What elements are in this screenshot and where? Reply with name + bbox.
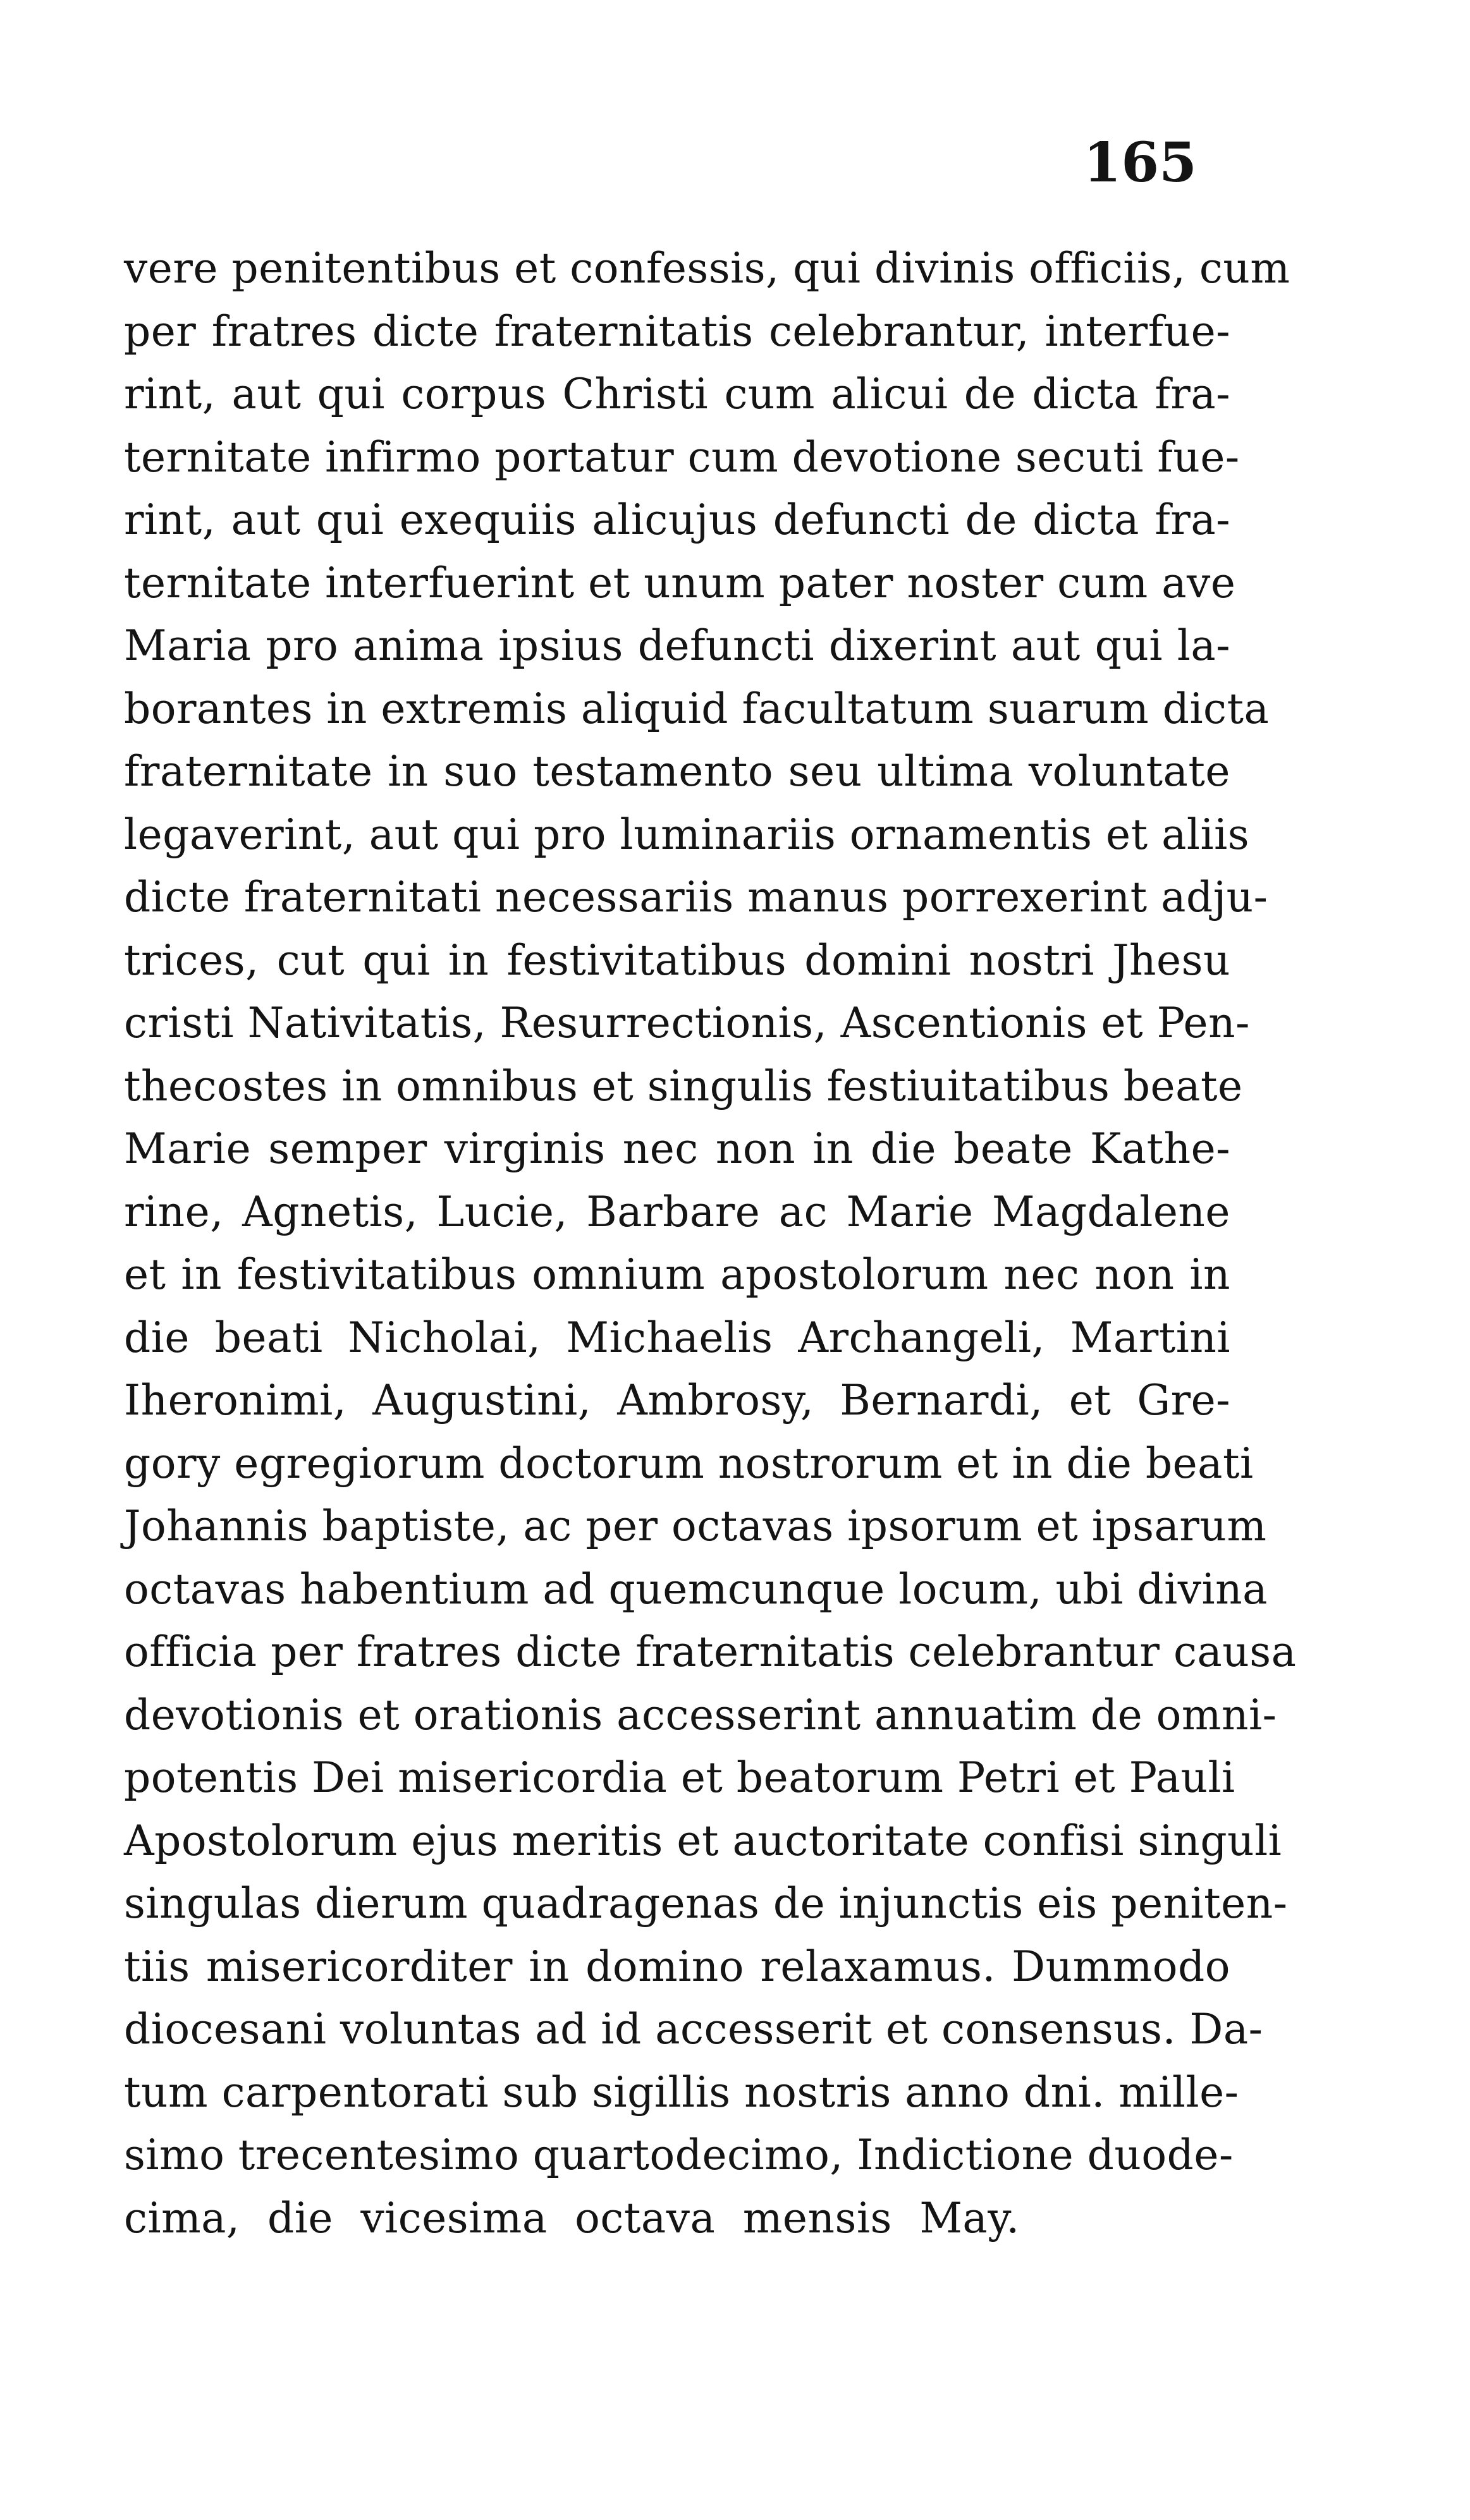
text-line-31: simo trecentesimo quartodecimo, Indictione duode- xyxy=(124,2131,1234,2179)
text-line-24: devotionis et orationis accesserint annuatim de omni- xyxy=(124,1690,1277,1739)
text-line-26: Apostolorum ejus meritis et auctoritate confisi singuli xyxy=(124,1816,1282,1865)
text-line-20: gory egregiorum doctorum nostrorum et in die beati xyxy=(124,1439,1254,1488)
text-line-29: diocesani voluntas ad id accesserit et consensus. Da- xyxy=(124,2005,1263,2054)
text-line-13: cristi Nativitatis, Resurrectionis, Ascentionis et Pen- xyxy=(124,999,1250,1047)
text-line-17: et in festivitatibus omnium apostolorum nec non in xyxy=(124,1250,1230,1299)
text-line-22: octavas habentium ad quemcunque locum, ubi divina xyxy=(124,1564,1268,1614)
page-number: 165 xyxy=(1083,131,1197,195)
text-line-12: trices, cut qui in festivitatibus domini nostri Jhesu xyxy=(124,935,1230,985)
text-line-23: officia per fratres dicte fraternitatis celebrantur causa xyxy=(124,1628,1297,1676)
text-line-9: fraternitate in suo testamento seu ultima voluntate xyxy=(124,747,1230,796)
text-line-32: cima, die vicesima octava mensis May. xyxy=(124,2193,1020,2243)
text-line-6: ternitate interfuerint et unum pater noster cum ave xyxy=(124,558,1236,607)
text-line-11: dicte fraternitati necessariis manus porrexerint adju- xyxy=(124,873,1268,922)
text-line-14: thecostes in omnibus et singulis festiuitatibus beate xyxy=(124,1061,1243,1111)
text-line-10: legaverint, aut qui pro luminariis ornamentis et aliis xyxy=(124,810,1250,859)
text-line-7: Maria pro anima ipsius defuncti dixerint aut qui la- xyxy=(124,621,1230,670)
text-line-28: tiis misericorditer in domino relaxamus. Dummodo xyxy=(124,1942,1230,1991)
text-line-15: Marie semper virginis nec non in die beate Kathe- xyxy=(124,1124,1230,1173)
text-line-19: Iheronimi, Augustini, Ambrosy, Bernardi, et Gre- xyxy=(124,1376,1230,1425)
text-line-18: die beati Nicholai, Michaelis Archangeli, Martini xyxy=(124,1313,1230,1362)
text-line-27: singulas dierum quadragenas de injunctis eis peniten- xyxy=(124,1879,1288,1928)
body-text xyxy=(124,237,1297,2249)
text-line-16: rine, Agnetis, Lucie, Barbare ac Marie Magdalene xyxy=(124,1187,1230,1236)
text-line-5: rint, aut qui exequiis alicujus defuncti de dicta fra- xyxy=(124,496,1230,544)
text-line-25: potentis Dei misericordia et beatorum Petri et Pauli xyxy=(124,1753,1235,1802)
text-line-2: per fratres dicte fraternitatis celebrantur, interfue- xyxy=(124,307,1230,356)
text-line-4: ternitate infirmo portatur cum devotione secuti fue- xyxy=(124,432,1240,482)
text-line-1: vere penitentibus et confessis, qui divinis officiis, cum xyxy=(124,244,1290,293)
text-line-21: Johannis baptiste, ac per octavas ipsorum et ipsarum xyxy=(124,1502,1267,1550)
text-line-30: tum carpentorati sub sigillis nostris anno dni. mille- xyxy=(124,2067,1239,2117)
text-line-8: borantes in extremis aliquid facultatum suarum dicta xyxy=(124,684,1270,733)
text-line-3: rint, aut qui corpus Christi cum alicui de dicta fra- xyxy=(124,370,1230,418)
